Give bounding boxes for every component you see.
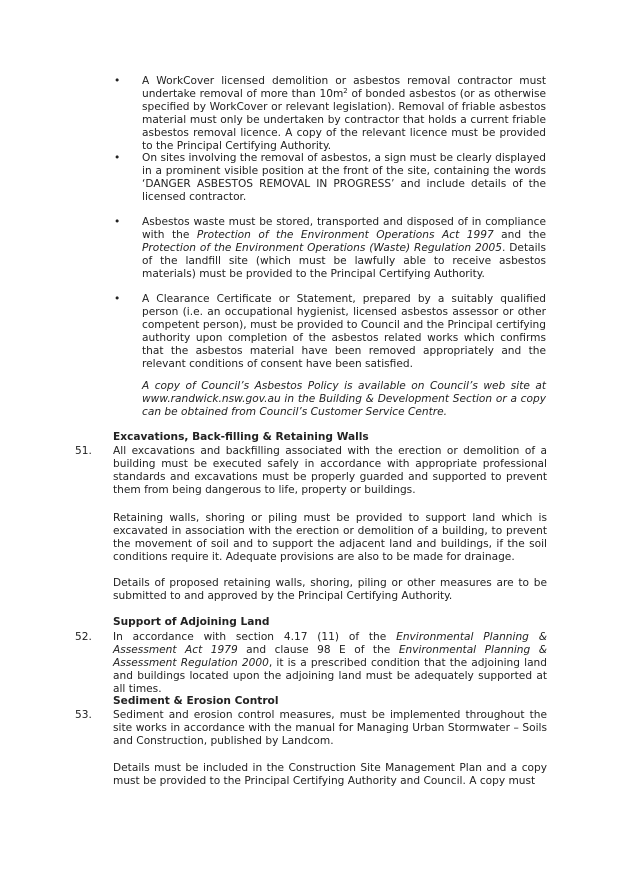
section-paragraph: All excavations and backfilling associated with the erection or demolition of a building must be executed safely in accordance with appropriate professional standards and excavations must be properly guarded and supported to prevent them from being dangerous to life, property or buildings. bbox=[113, 445, 547, 497]
bullet-text-start: A WorkCover licensed demolition or asbestos removal contractor must undertake removal of more than 10m bbox=[142, 75, 546, 101]
section-heading: Excavations, Back-filling & Retaining Walls bbox=[113, 431, 369, 443]
bullet-marker: • bbox=[114, 293, 121, 305]
section-number: 52. bbox=[75, 631, 92, 643]
section-number: 51. bbox=[75, 445, 92, 457]
section-paragraph: Sediment and erosion control measures, must be implemented throughout the site works in accordance with the manual for Managing Urban Stormwater – Soils and Construction, published by Landcom. bbox=[113, 709, 547, 748]
regulation-reference: Environmental Planning & Assessment Regulation 2000 bbox=[113, 644, 547, 670]
asbestos-policy-note: A copy of Council’s Asbestos Policy is available on Council’s web site at www.randwick.nsw.gov.au in the Building & Development Section or a copy can be obtained from Council’s Customer Service Centre. bbox=[142, 380, 546, 419]
section-paragraph: Retaining walls, shoring or piling must be provided to support land which is excavated in association with the erection or demolition of a building, to prevent the movement of soil and to support the adjacent land and buildings, if the soil conditions require it. Adequate provisions are also to be made for drainage. bbox=[113, 512, 547, 564]
section-heading: Sediment & Erosion Control bbox=[113, 695, 279, 707]
superscript-2: 2 bbox=[343, 87, 348, 96]
act-reference: Protection of the Environment Operations Act 1997 bbox=[196, 229, 494, 242]
bullet-marker: • bbox=[114, 152, 121, 164]
regulation-reference: Protection of the Environment Operations (Waste) Regulation 2005 bbox=[142, 242, 502, 255]
act-reference: Environmental Planning & Assessment Act 1979 bbox=[113, 631, 547, 657]
bullet-text bbox=[142, 75, 546, 154]
section-paragraph: In accordance with section 4.17 (11) of the Environmental Planning & Assessment Act 1979 and clause 98 E of the Environmental Planning & Assessment Regulation 2000, it is a prescribed condition that the adjoining land and buildings located upon the adjoining land must be adequately supported at all times. bbox=[113, 631, 547, 696]
bullet-text: On sites involving the removal of asbestos, a sign must be clearly displayed in a prominent visible position at the front of the site, containing the words ‘DANGER ASBESTOS REMOVAL IN PROGRESS’ and include details of the licensed contractor. bbox=[142, 152, 546, 204]
bullet-text-rest: of bonded asbestos (or as otherwise specified by WorkCover or relevant legislation). Removal of friable asbestos material must only be undertaken by contractor that holds a current friable asbestos removal licence. A copy of the relevant licence must be provided to the Principal Certifying Authority. bbox=[142, 88, 547, 153]
section-number: 53. bbox=[75, 709, 92, 721]
bullet-marker: • bbox=[114, 216, 121, 228]
section-heading: Support of Adjoining Land bbox=[113, 616, 270, 628]
bullet-text: A Clearance Certificate or Statement, prepared by a suitably qualified person (i.e. an occupational hygienist, licensed asbestos assessor or other competent person), must be provided to Council and the Principal certifying authority upon completion of the asbestos related works which confirms that the asbestos material have been removed appropriately and the relevant conditions of consent have been satisfied. bbox=[142, 293, 546, 371]
section-paragraph: Details must be included in the Construction Site Management Plan and a copy must be provided to the Principal Certifying Authority and Council. A copy must bbox=[113, 762, 547, 788]
bullet-marker: • bbox=[114, 75, 121, 87]
bullet-text: Asbestos waste must be stored, transported and disposed of in compliance with the Protection of the Environment Operations Act 1997 and the Protection of the Environment Operations (Waste) Regulation 2005. Details of the landfill site (which must be lawfully able to receive asbestos materials) must be provided to the Principal Certifying Authority. bbox=[142, 216, 546, 281]
section-paragraph: Details of proposed retaining walls, shoring, piling or other measures are to be submitted to and approved by the Principal Certifying Authority. bbox=[113, 577, 547, 603]
